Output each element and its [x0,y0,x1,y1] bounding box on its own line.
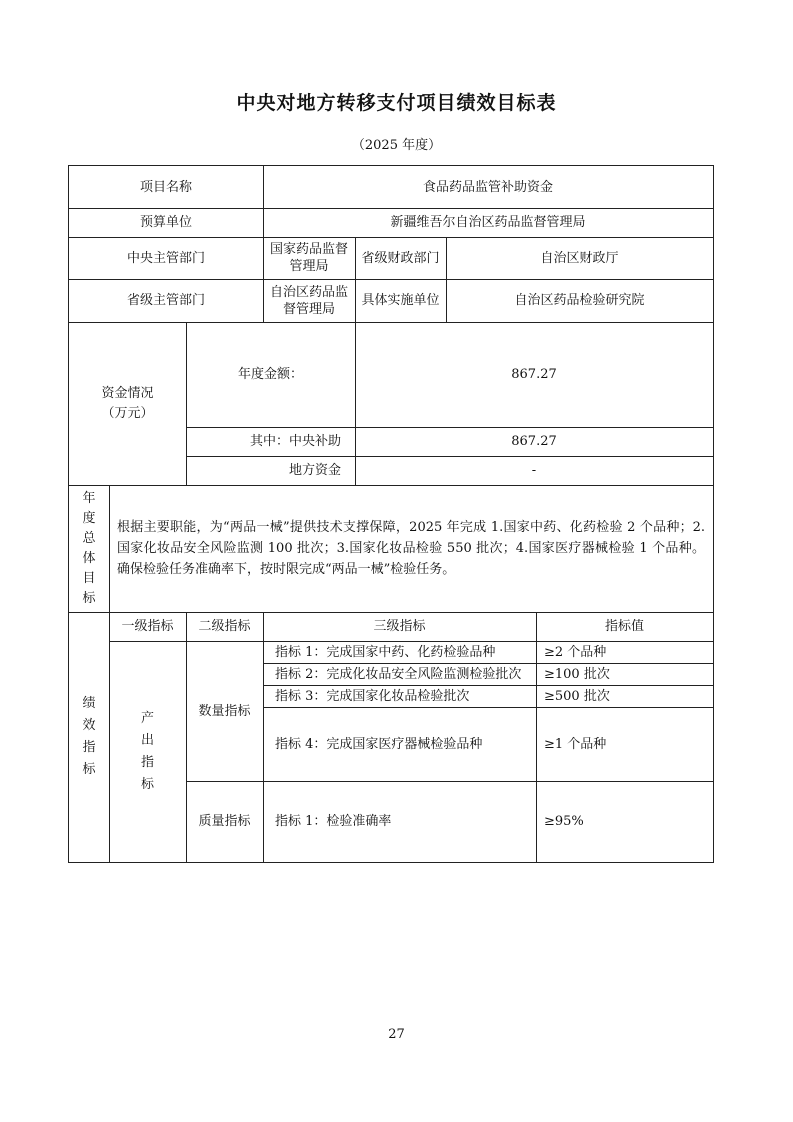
funds-label [69,322,186,485]
annual-goal-label-text: 年度总体目标 [82,490,96,606]
vline [355,322,356,485]
header-level1: 一级指标 [121,619,174,634]
performance-label [69,612,109,862]
output-indicator-label-text: 产出指标 [140,710,154,792]
indicator-row-5-name: 指标 1：检验准确率 [275,814,392,829]
local-funds-label: 地方资金 [288,463,341,478]
impl-unit-value: 自治区药品检验研究院 [514,293,645,308]
hline [186,427,714,428]
indicator-row-2-name: 指标 2：完成化妆品安全风险监测检验批次 [275,666,522,682]
table-border-left [68,165,69,863]
performance-label-text: 绩效指标 [82,696,96,777]
hline [68,322,714,323]
central-dept-value: 国家药品监督管理局 [269,242,348,274]
indicator-row-3-name: 指标 3：完成国家化妆品检验批次 [275,688,470,704]
indicator-row-1-name: 指标 1：完成国家中药、化药检验品种 [275,644,496,660]
prov-finance-label: 省级财政部门 [361,250,440,266]
indicator-row-1-value: ≥2 个品种 [544,644,607,660]
vline [446,237,447,322]
vline [355,237,356,322]
vline [186,612,187,862]
hline [186,781,714,782]
hline [68,612,714,613]
indicator-row-4-name: 指标 4：完成国家医疗器械检验品种 [275,736,483,752]
header-value: 指标值 [604,619,644,634]
impl-unit-label: 具体实施单位 [361,293,440,308]
quality-indicator-label: 质量指标 [198,814,251,829]
central-subsidy-label: 其中：中央补助 [249,434,341,449]
hline [109,641,714,642]
prov-dept-value: 自治区药品监督管理局 [269,284,348,317]
indicator-row-4-value: ≥1 个品种 [544,736,607,752]
year-subtitle: （2025 年度） [351,138,442,153]
budget-unit-label: 预算单位 [139,215,192,230]
annual-goal-text: 根据主要职能，为“两品一械”提供技术支撑保障，2025 年完成 1.国家中药、化药检验 2 个品种；2.国家化妆品安全风险监测 100 批次；3.国家化妆品检验 550 批次；4.国家医疗器械检验 1 个品种。确保检验任务准确率下，按时限完成“两品一械”检验任务。 [117,520,705,577]
quantity-indicator-label: 数量指标 [198,703,251,719]
table-border-right [713,165,714,863]
page-title: 中央对地方转移支付项目绩效目标表 [236,92,557,114]
annual-goal-label [69,485,109,612]
hline [263,685,714,686]
table-border-bottom [68,862,714,863]
page-number: 27 [388,1027,405,1042]
hline [186,456,714,457]
vline [263,165,264,322]
header-level3: 三级指标 [373,619,426,634]
annual-amount-value: 867.27 [511,367,557,382]
hline [68,279,714,280]
hline [68,485,714,486]
project-name-value: 食品药品监管补助资金 [422,179,553,195]
prov-finance-value: 自治区财政厅 [540,250,619,266]
table-border-top [68,165,714,166]
hline [263,707,714,708]
vline [536,612,537,862]
vline [186,322,187,485]
prov-dept-label: 省级主管部门 [126,293,205,308]
hline [68,208,714,209]
local-funds-value: - [531,463,537,478]
budget-unit-value: 新疆维吾尔自治区药品监督管理局 [390,215,586,230]
vline [109,485,110,862]
funds-label-text: 资金情况（万元） [101,385,154,421]
indicator-row-3-value: ≥500 批次 [544,688,610,704]
indicator-row-5-value: ≥95% [544,814,584,829]
central-subsidy-value: 867.27 [511,434,557,449]
central-dept-label: 中央主管部门 [126,250,205,266]
annual-amount-label: 年度金额： [237,367,303,382]
output-indicator-label [109,641,186,862]
header-level2: 二级指标 [198,619,251,634]
indicator-row-2-value: ≥100 批次 [544,666,610,682]
hline [68,237,714,238]
vline [263,612,264,862]
project-name-label: 项目名称 [139,179,192,195]
hline [263,663,714,664]
